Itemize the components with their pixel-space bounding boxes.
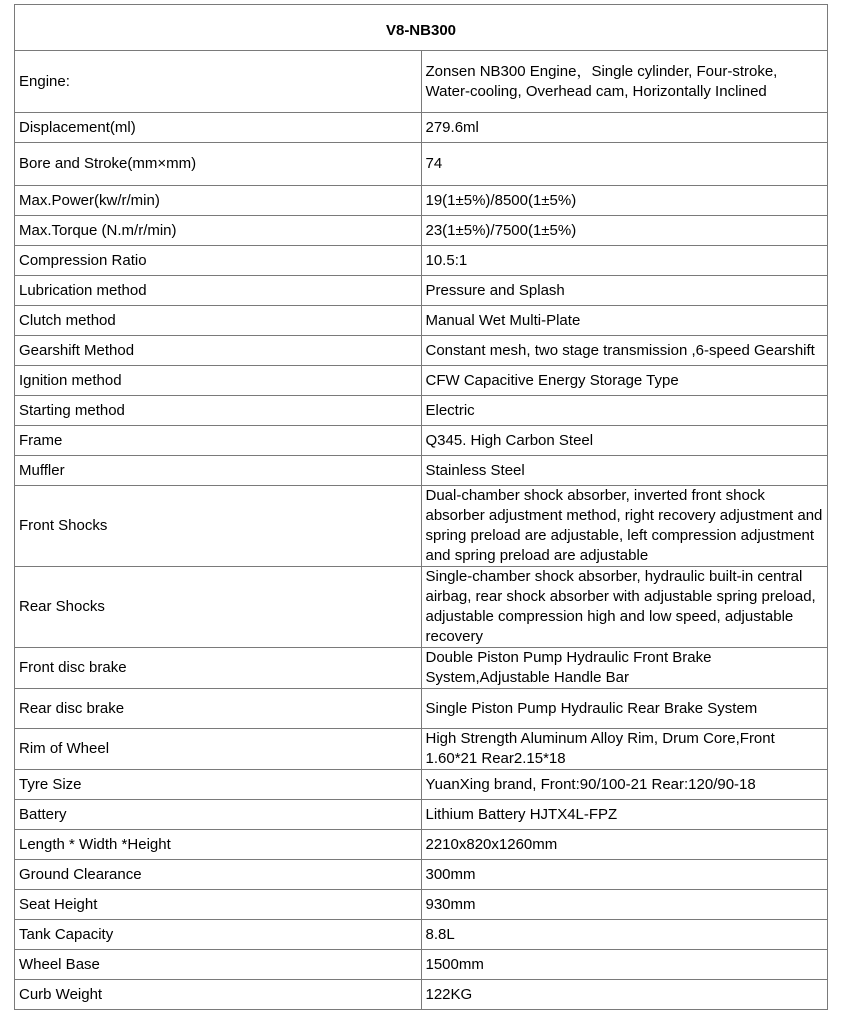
spec-label: Length * Width *Height [15, 830, 422, 860]
spec-value: Q345. High Carbon Steel [421, 426, 828, 456]
spec-value: Manual Wet Multi-Plate [421, 306, 828, 336]
spec-value: 279.6ml [421, 113, 828, 143]
spec-label: Ignition method [15, 366, 422, 396]
spec-label: Ground Clearance [15, 860, 422, 890]
spec-value: CFW Capacitive Energy Storage Type [421, 366, 828, 396]
spec-value: 930mm [421, 890, 828, 920]
spec-label: Battery [15, 800, 422, 830]
spec-value: Stainless Steel [421, 456, 828, 486]
spec-label: Rim of Wheel [15, 729, 422, 770]
spec-label: Rear disc brake [15, 689, 422, 729]
spec-label: Displacement(ml) [15, 113, 422, 143]
spec-value: High Strength Aluminum Alloy Rim, Drum Core,Front 1.60*21 Rear2.15*18 [421, 729, 828, 770]
spec-value: Double Piston Pump Hydraulic Front Brake System,Adjustable Handle Bar [421, 648, 828, 689]
spec-label: Wheel Base [15, 950, 422, 980]
spec-value: 8.8L [421, 920, 828, 950]
spec-value: 19(1±5%)/8500(1±5%) [421, 186, 828, 216]
spec-label: Seat Height [15, 890, 422, 920]
spec-label: Max.Torque (N.m/r/min) [15, 216, 422, 246]
spec-label: Clutch method [15, 306, 422, 336]
table-row [15, 306, 828, 336]
spec-value: 10.5:1 [421, 246, 828, 276]
spec-value: 23(1±5%)/7500(1±5%) [421, 216, 828, 246]
table-row [15, 186, 828, 216]
title-row [15, 5, 828, 51]
table-row [15, 770, 828, 800]
spec-value: Constant mesh, two stage transmission ,6-speed Gearshift [421, 336, 828, 366]
table-row [15, 216, 828, 246]
spec-label: Rear Shocks [15, 567, 422, 648]
spec-value: 1500mm [421, 950, 828, 980]
spec-value: Single Piston Pump Hydraulic Rear Brake System [421, 689, 828, 729]
table-row [15, 336, 828, 366]
table-row [15, 276, 828, 306]
spec-label: Bore and Stroke(mm×mm) [15, 143, 422, 186]
spec-label: Gearshift Method [15, 336, 422, 366]
spec-label: Starting method [15, 396, 422, 426]
table-row [15, 890, 828, 920]
spec-value: Single-chamber shock absorber, hydraulic built-in central airbag, rear shock absorber with adjustable spring preload, adjustable compression high and low speed, adjustable recovery [421, 567, 828, 648]
spec-table-body [15, 5, 828, 1010]
spec-value: YuanXing brand, Front:90/100-21 Rear:120/90-18 [421, 770, 828, 800]
spec-label: Lubrication method [15, 276, 422, 306]
spec-label: Front Shocks [15, 486, 422, 567]
table-row [15, 246, 828, 276]
table-row [15, 113, 828, 143]
table-row [15, 366, 828, 396]
spec-value: 74 [421, 143, 828, 186]
spec-label: Front disc brake [15, 648, 422, 689]
spec-label: Frame [15, 426, 422, 456]
table-row [15, 456, 828, 486]
table-row [15, 830, 828, 860]
table-row [15, 648, 828, 689]
spec-label: Engine: [15, 51, 422, 113]
table-row [15, 689, 828, 729]
spec-label: Compression Ratio [15, 246, 422, 276]
spec-label: Tank Capacity [15, 920, 422, 950]
spec-label: Tyre Size [15, 770, 422, 800]
table-row [15, 920, 828, 950]
table-row [15, 860, 828, 890]
spec-label: Max.Power(kw/r/min) [15, 186, 422, 216]
spec-label: Curb Weight [15, 980, 422, 1010]
spec-table [14, 4, 828, 1010]
table-row [15, 143, 828, 186]
spec-value: Dual-chamber shock absorber, inverted front shock absorber adjustment method, right recovery adjustment and spring preload are adjustable, left compression adjustment and spring preload are adjustable [421, 486, 828, 567]
spec-value: Electric [421, 396, 828, 426]
spec-value: Pressure and Splash [421, 276, 828, 306]
table-row [15, 567, 828, 648]
spec-value: 300mm [421, 860, 828, 890]
table-row [15, 729, 828, 770]
spec-value: Lithium Battery HJTX4L-FPZ [421, 800, 828, 830]
table-row [15, 950, 828, 980]
spec-value: Zonsen NB300 Engine，Single cylinder, Four-stroke, Water-cooling, Overhead cam, Horizontally Inclined [421, 51, 828, 113]
spec-value: 122KG [421, 980, 828, 1010]
spec-value: 2210x820x1260mm [421, 830, 828, 860]
table-row [15, 800, 828, 830]
table-row [15, 980, 828, 1010]
table-row [15, 426, 828, 456]
spec-label: Muffler [15, 456, 422, 486]
table-title: V8-NB300 [15, 5, 828, 51]
table-row [15, 396, 828, 426]
table-row [15, 486, 828, 567]
table-row [15, 51, 828, 113]
